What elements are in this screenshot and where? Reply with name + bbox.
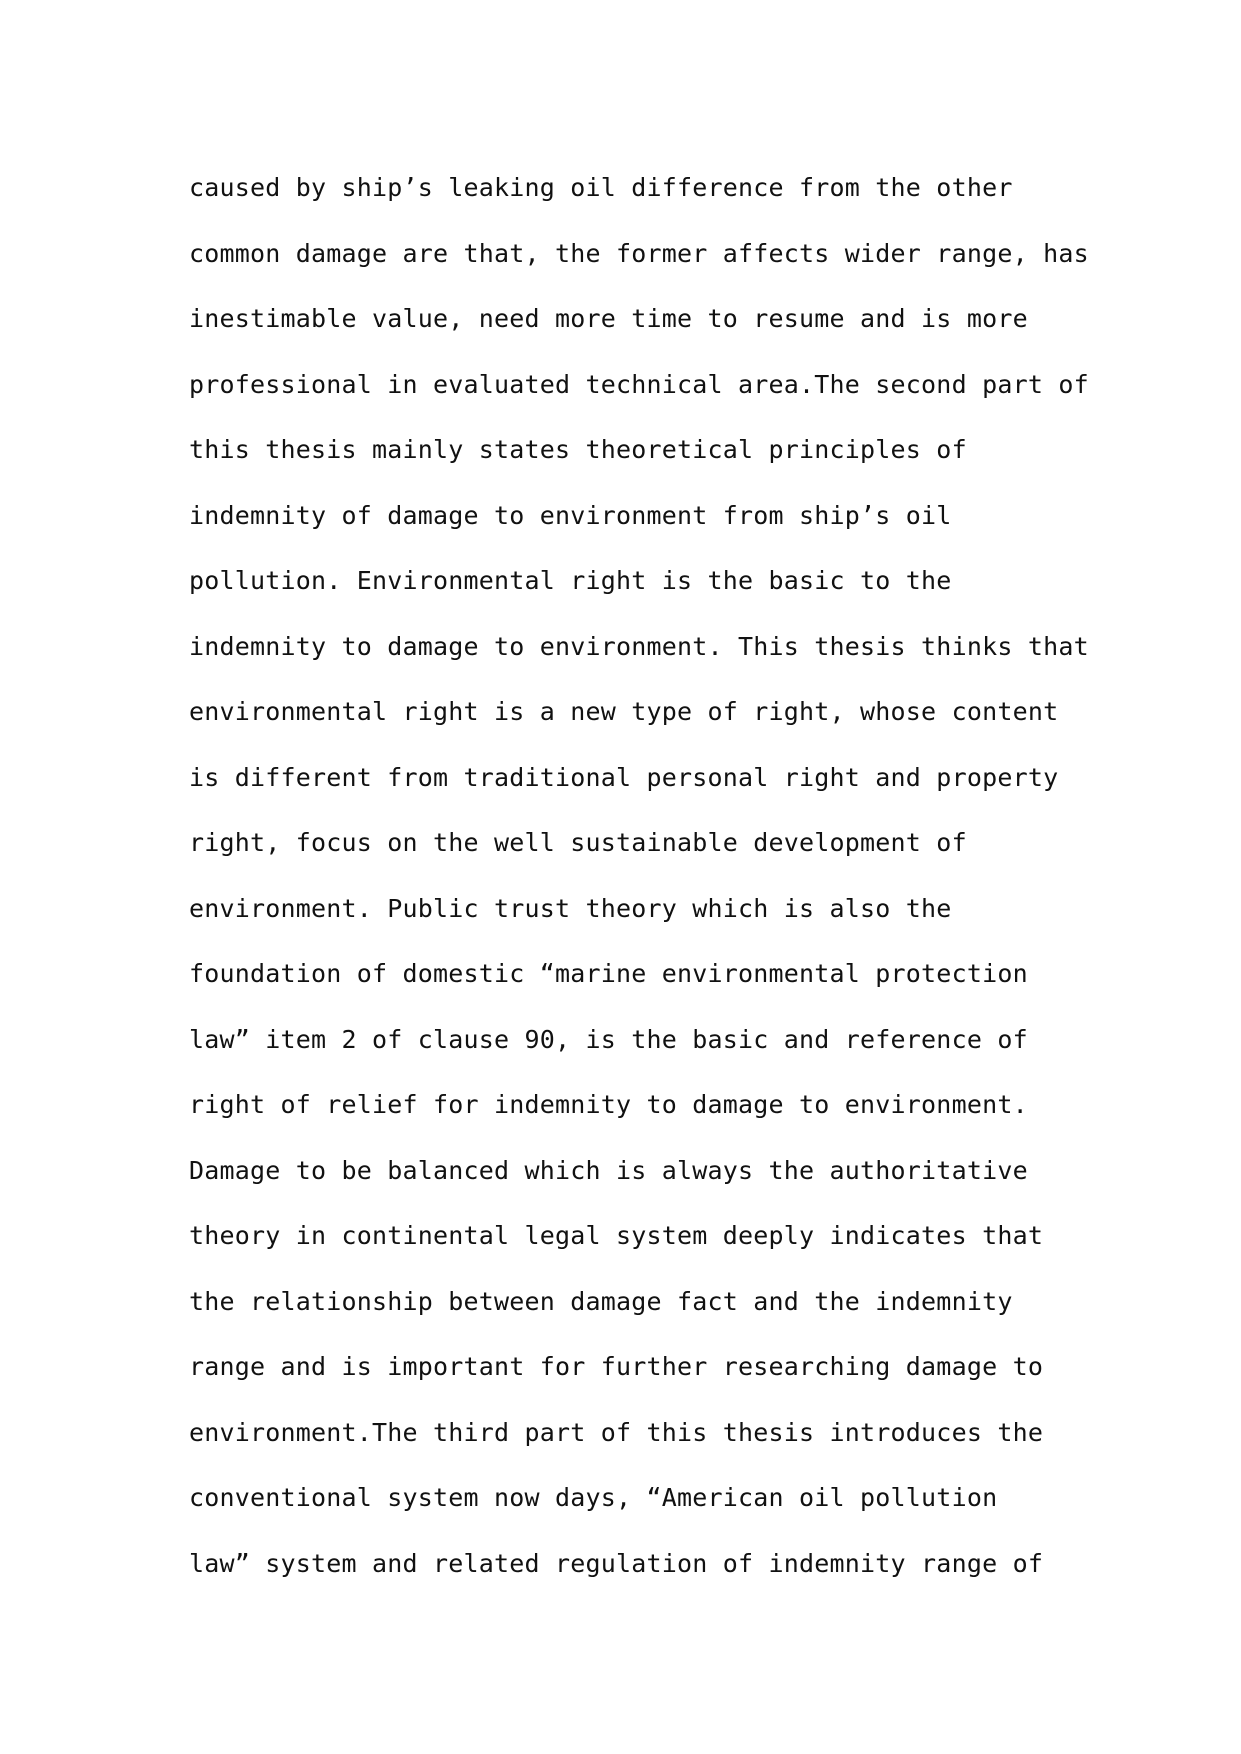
text-line: common damage are that, the former affects wider range, has bbox=[189, 238, 1089, 268]
text-line: theory in continental legal system deeply indicates that bbox=[189, 1221, 1044, 1250]
text-line: indemnity of damage to environment from ship’s oil bbox=[189, 500, 952, 530]
text-line: is different from traditional personal right and property bbox=[189, 762, 1059, 792]
text-line: conventional system now days, “American oil pollution bbox=[189, 1483, 998, 1512]
text-line: range and is important for further researching damage to bbox=[189, 1352, 1044, 1381]
text-line: this thesis mainly states theoretical principles of bbox=[189, 435, 967, 464]
text-line: right, focus on the well sustainable development of bbox=[189, 828, 967, 857]
text-line: indemnity to damage to environment. This thesis thinks that bbox=[189, 631, 1089, 661]
text-line: law” system and related regulation of indemnity range of bbox=[189, 1548, 1044, 1578]
text-line: caused by ship’s leaking oil difference from the other bbox=[189, 173, 1013, 202]
text-line: right of relief for indemnity to damage to environment. bbox=[189, 1090, 1028, 1119]
text-line: the relationship between damage fact and the indemnity bbox=[189, 1286, 1013, 1316]
text-line: professional in evaluated technical area.The second part of bbox=[189, 369, 1089, 399]
text-line: foundation of domestic “marine environmental protection bbox=[189, 959, 1028, 988]
text-line: Damage to be balanced which is always the authoritative bbox=[189, 1155, 1028, 1185]
text-line: law” item 2 of clause 90, is the basic and reference of bbox=[189, 1024, 1028, 1054]
text-line: pollution. Environmental right is the basic to the bbox=[189, 566, 952, 595]
body-text bbox=[189, 155, 1089, 1596]
text-line: environment.The third part of this thesis introduces the bbox=[189, 1417, 1044, 1447]
text-line: inestimable value, need more time to resume and is more bbox=[189, 304, 1028, 333]
text-line: environment. Public trust theory which is also the bbox=[189, 893, 952, 923]
text-line: environmental right is a new type of right, whose content bbox=[189, 697, 1059, 726]
